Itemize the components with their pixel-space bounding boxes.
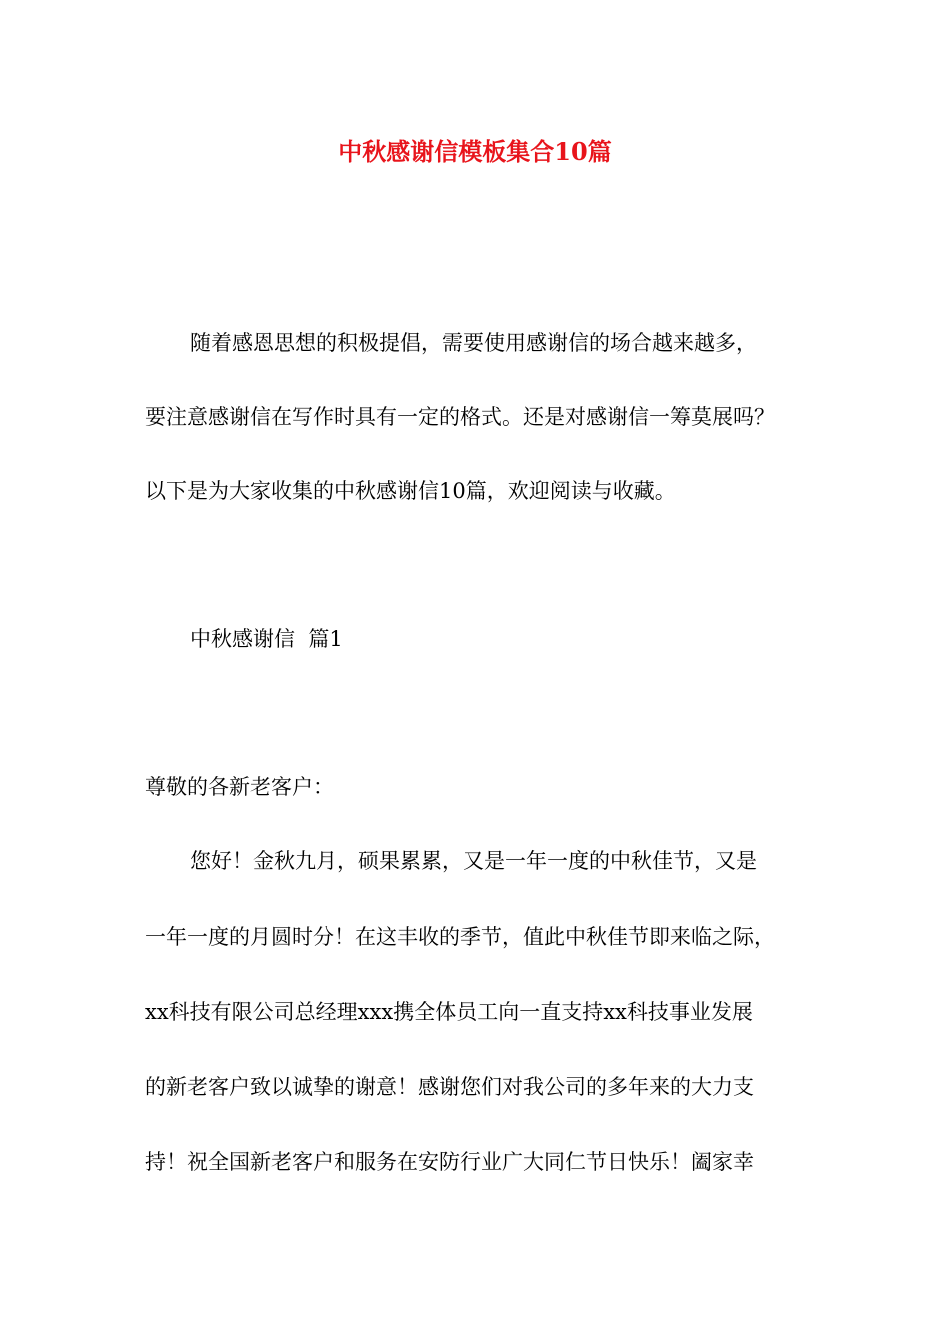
document-title: 中秋感谢信模板集合10篇 bbox=[338, 137, 612, 166]
salutation: 尊敬的各新老客户： bbox=[145, 775, 334, 799]
body-line-4: 的新老客户致以诚挚的谢意！感谢您们对我公司的多年来的大力支 bbox=[145, 1075, 754, 1099]
section-heading: 中秋感谢信 篇1 bbox=[190, 627, 343, 651]
body-line-5: 持！祝全国新老客户和服务在安防行业广大同仁节日快乐！阖家幸 bbox=[145, 1150, 754, 1174]
body-line-2: 一年一度的月圆时分！在这丰收的季节，值此中秋佳节即来临之际， bbox=[145, 925, 775, 949]
intro-line-2: 要注意感谢信在写作时具有一定的格式。还是对感谢信一筹莫展吗？ bbox=[145, 405, 775, 429]
body-line-1: 您好！金秋九月，硕果累累，又是一年一度的中秋佳节，又是 bbox=[190, 849, 757, 873]
body-line-3: xx科技有限公司总经理xxx携全体员工向一直支持xx科技事业发展 bbox=[145, 1000, 753, 1024]
intro-line-3: 以下是为大家收集的中秋感谢信10篇，欢迎阅读与收藏。 bbox=[145, 479, 676, 503]
intro-line-1: 随着感恩思想的积极提倡，需要使用感谢信的场合越来越多， bbox=[190, 331, 757, 355]
